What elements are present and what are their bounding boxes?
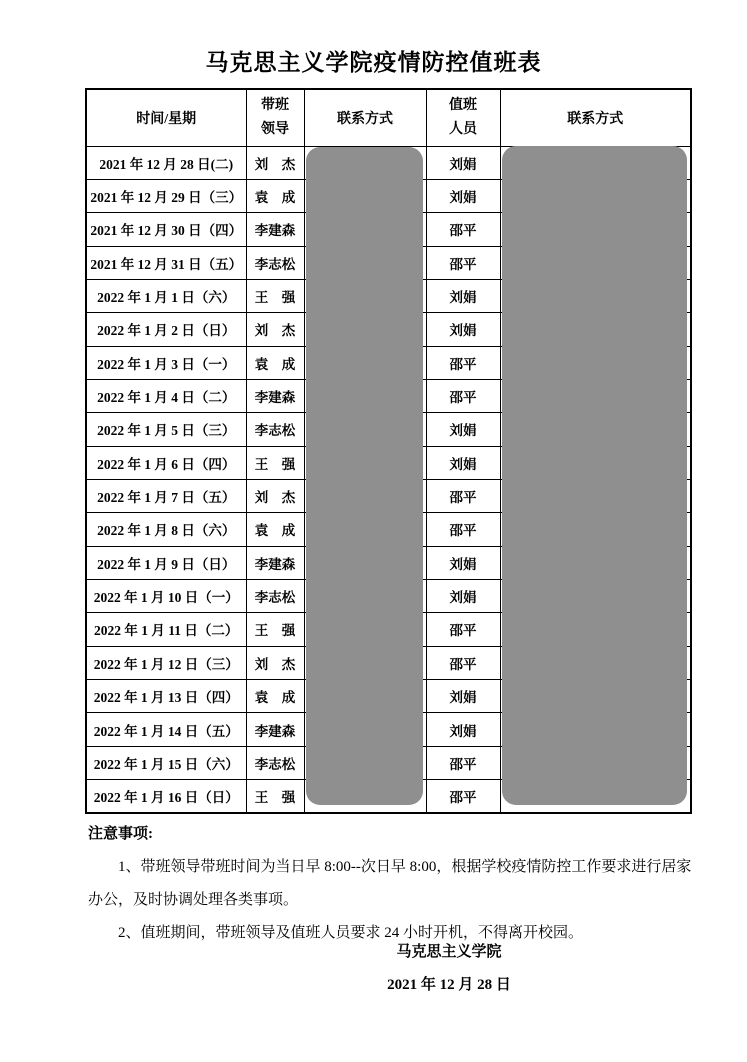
duty-cell: 刘娟: [426, 313, 500, 346]
date-cell: 2022 年 1 月 16 日（日）: [86, 780, 246, 813]
leader-cell: 李建森: [246, 546, 304, 579]
date-cell: 2022 年 1 月 3 日（一）: [86, 346, 246, 379]
date-cell: 2022 年 1 月 6 日（四）: [86, 446, 246, 479]
redaction-block-leader-contact: [306, 147, 423, 805]
leader-cell: 王 强: [246, 780, 304, 813]
leader-cell: 李建森: [246, 379, 304, 412]
leader-cell: 李志松: [246, 579, 304, 612]
date-cell: 2022 年 1 月 7 日（五）: [86, 479, 246, 512]
duty-cell: 刘娟: [426, 446, 500, 479]
leader-cell: 刘 杰: [246, 146, 304, 179]
header-cell-leader-contact: 联系方式: [304, 89, 426, 146]
leader-cell: 袁 成: [246, 513, 304, 546]
header-cell-leader-line1: 带班: [261, 97, 289, 113]
duty-cell: 邵平: [426, 213, 500, 246]
note-item-2: 2、值班期间，带班领导及值班人员要求 24 小时开机，不得离开校园。: [118, 925, 584, 941]
duty-cell: 邵平: [426, 613, 500, 646]
duty-cell: 刘娟: [426, 146, 500, 179]
duty-cell: 邵平: [426, 479, 500, 512]
duty-cell: 邵平: [426, 346, 500, 379]
duty-cell: 邵平: [426, 379, 500, 412]
duty-cell: 邵平: [426, 746, 500, 779]
date-cell: 2022 年 1 月 10 日（一）: [86, 579, 246, 612]
date-cell: 2022 年 1 月 4 日（二）: [86, 379, 246, 412]
leader-cell: 王 强: [246, 613, 304, 646]
header-cell-leader-line2: 领导: [261, 121, 289, 137]
duty-cell: 刘娟: [426, 680, 500, 713]
leader-cell: 李建森: [246, 213, 304, 246]
leader-cell: 刘 杰: [246, 479, 304, 512]
redaction-block-duty-contact: [502, 146, 687, 805]
duty-cell: 邵平: [426, 646, 500, 679]
date-cell: 2022 年 1 月 12 日（三）: [86, 646, 246, 679]
leader-cell: 王 强: [246, 279, 304, 312]
leader-cell: 李志松: [246, 413, 304, 446]
leader-cell: 刘 杰: [246, 313, 304, 346]
leader-cell: 袁 成: [246, 680, 304, 713]
leader-cell: 李建森: [246, 713, 304, 746]
leader-cell: 袁 成: [246, 346, 304, 379]
signature-date: 2021 年 12 月 28 日: [387, 977, 511, 993]
duty-cell: 邵平: [426, 246, 500, 279]
date-cell: 2021 年 12 月 30 日（四）: [86, 213, 246, 246]
header-cell-duty-contact: 联系方式: [500, 89, 691, 146]
note-item-1: 1、带班领导带班时间为当日早 8:00--次日早 8:00，根据学校疫情防控工作要求进行居家办公，及时协调处理各类事项。: [88, 859, 692, 908]
notes-heading: 注意事项:: [88, 826, 153, 842]
header-cell-duty-line1: 值班: [449, 97, 477, 113]
date-cell: 2022 年 1 月 8 日（六）: [86, 513, 246, 546]
duty-cell: 刘娟: [426, 279, 500, 312]
leader-cell: 李志松: [246, 746, 304, 779]
date-cell: 2021 年 12 月 31 日（五）: [86, 246, 246, 279]
header-cell-duty-line2: 人员: [449, 121, 477, 137]
date-cell: 2022 年 1 月 11 日（二）: [86, 613, 246, 646]
duty-cell: 邵平: [426, 780, 500, 813]
date-cell: 2022 年 1 月 14 日（五）: [86, 713, 246, 746]
duty-cell: 刘娟: [426, 579, 500, 612]
leader-cell: 王 强: [246, 446, 304, 479]
header-cell-time: 时间/星期: [86, 89, 246, 146]
leader-cell: 袁 成: [246, 179, 304, 212]
duty-cell: 刘娟: [426, 713, 500, 746]
signature-org: 马克思主义学院: [396, 944, 502, 960]
header-cell-leader: [246, 89, 304, 146]
date-cell: 2022 年 1 月 1 日（六）: [86, 279, 246, 312]
signature-block: [299, 936, 599, 1002]
date-cell: 2022 年 1 月 5 日（三）: [86, 413, 246, 446]
date-cell: 2022 年 1 月 9 日（日）: [86, 546, 246, 579]
duty-cell: 刘娟: [426, 413, 500, 446]
date-cell: 2021 年 12 月 29 日（三）: [86, 179, 246, 212]
duty-cell: 邵平: [426, 513, 500, 546]
leader-cell: 李志松: [246, 246, 304, 279]
date-cell: 2022 年 1 月 15 日（六）: [86, 746, 246, 779]
page-title: 马克思主义学院疫情防控值班表: [205, 49, 542, 75]
notes-section: [88, 818, 694, 950]
date-cell: 2022 年 1 月 13 日（四）: [86, 680, 246, 713]
duty-cell: 刘娟: [426, 179, 500, 212]
duty-cell: 刘娟: [426, 546, 500, 579]
table-header-row: [86, 89, 691, 146]
date-cell: 2021 年 12 月 28 日(二): [86, 146, 246, 179]
leader-cell: 刘 杰: [246, 646, 304, 679]
date-cell: 2022 年 1 月 2 日（日）: [86, 313, 246, 346]
header-cell-duty: [426, 89, 500, 146]
